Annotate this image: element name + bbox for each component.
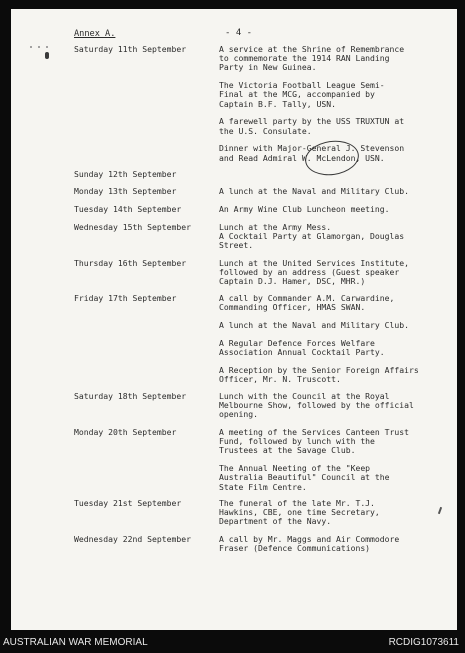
schedule-events — [219, 187, 455, 205]
schedule-date: Thursday 16th September — [74, 258, 187, 268]
schedule-events — [219, 428, 455, 500]
schedule-event: A lunch at the Naval and Military Club. — [219, 186, 410, 196]
schedule-event: Lunch at the Army Mess. A Cocktail Party at Glamorgan, Douglas Street. — [219, 222, 405, 251]
schedule-events — [219, 392, 455, 428]
schedule-date: Saturday 18th September — [74, 391, 187, 401]
schedule-date: Wednesday 22nd September — [74, 534, 191, 544]
ink-mark — [45, 52, 49, 59]
schedule-events — [219, 223, 455, 259]
schedule-date: Sunday 12th September — [74, 169, 177, 179]
schedule-event: The Victoria Football League Semi- Final at the MCG, accompanied by Captain B.F. Tally, USN. — [219, 80, 385, 109]
annex-label: Annex A. — [74, 29, 116, 39]
schedule-event: A meeting of the Services Canteen Trust Fund, followed by lunch with the Trustees at the Savage Club. — [219, 427, 410, 456]
archive-source: AUSTRALIAN WAR MEMORIAL — [3, 637, 148, 648]
schedule-event: The funeral of the late Mr. T.J. Hawkins, CBE, one time Secretary, Department of the Navy. — [219, 498, 380, 527]
schedule-events — [219, 205, 455, 223]
schedule-event: A call by Mr. Maggs and Air Commodore Fraser (Defence Communications) — [219, 534, 400, 554]
schedule-date: Tuesday 14th September — [74, 204, 182, 214]
schedule-events — [219, 259, 455, 295]
archive-footer — [0, 632, 465, 653]
punch-marks — [30, 33, 56, 36]
schedule-event: A service at the Shrine of Remembrance to commemorate the 1914 RAN Landing Party in New Guinea. — [219, 44, 405, 73]
schedule-event: Dinner with Major-General J. Stevenson and Read Admiral W. McLendon, USN. — [219, 143, 405, 163]
schedule-date: Tuesday 21st September — [74, 498, 182, 508]
archive-reference: RCDIG1073611 — [388, 637, 459, 648]
schedule-date: Monday 13th September — [74, 186, 177, 196]
schedule-events — [219, 535, 455, 562]
schedule-event: A lunch at the Naval and Military Club. — [219, 320, 410, 330]
page-number: - 4 - — [225, 28, 253, 38]
schedule-date: Friday 17th September — [74, 293, 177, 303]
schedule-date: Saturday 11th September — [74, 44, 187, 54]
schedule-events — [219, 294, 455, 393]
schedule-event: Lunch with the Council at the Royal Melbourne Show, followed by the official opening. — [219, 391, 414, 420]
schedule-event: A Regular Defence Forces Welfare Association Annual Cocktail Party. — [219, 337, 385, 357]
schedule-event: The Annual Neeting of the "Keep Australia Beautiful" Council at the State Film Centre. — [219, 463, 390, 492]
schedule-date: Monday 20th September — [74, 427, 177, 437]
schedule-event: A farewell party by the USS TRUXTUN at the U.S. Consulate. — [219, 116, 405, 136]
schedule-event: An Army Wine Club Luncheon meeting. — [219, 204, 390, 214]
schedule-event: A call by Commander A.M. Carwardine, Commanding Officer, HMAS SWAN. — [219, 293, 395, 313]
schedule-event: Lunch at the United Services Institute, followed by an address (Guest speaker Captain D.J. Hamer, DSC, MHR.) — [219, 258, 410, 287]
schedule-events — [219, 499, 455, 535]
schedule-event: A Reception by the Senior Foreign Affairs Officer, Mr. N. Truscott. — [219, 364, 419, 384]
schedule-date: Wednesday 15th September — [74, 222, 191, 232]
